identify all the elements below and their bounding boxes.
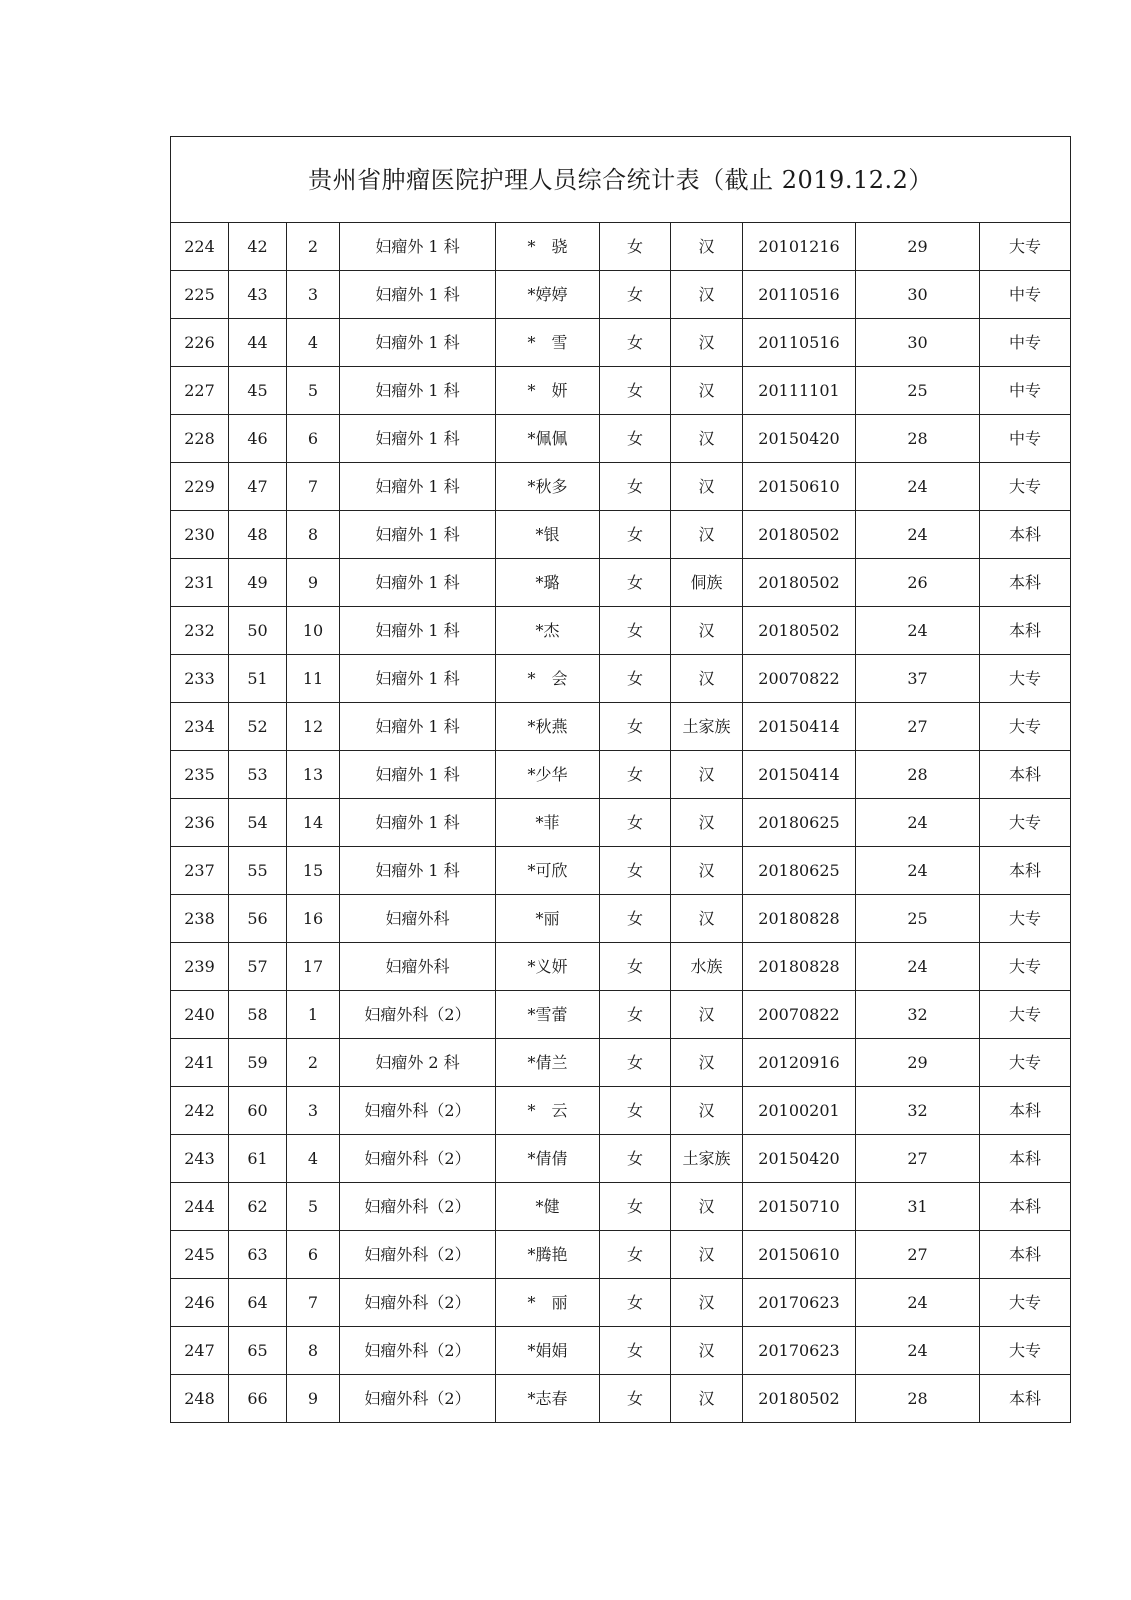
cell-sex: 女 [600,1375,671,1423]
cell-sex: 女 [600,991,671,1039]
cell-name: *璐 [496,559,600,607]
cell-department: 妇瘤外科（2） [340,1327,496,1375]
cell-education: 中专 [980,271,1071,319]
cell-dept-seq: 60 [229,1087,287,1135]
cell-department: 妇瘤外科（2） [340,1375,496,1423]
cell-department: 妇瘤外科 [340,943,496,991]
table-row [171,1327,1071,1375]
cell-dept-seq: 61 [229,1135,287,1183]
cell-ethnicity: 汉 [671,415,743,463]
cell-age: 31 [856,1183,980,1231]
cell-age: 30 [856,271,980,319]
cell-dept-seq: 54 [229,799,287,847]
cell-age: 25 [856,367,980,415]
cell-sub-seq: 11 [287,655,340,703]
cell-sex: 女 [600,703,671,751]
cell-name: *少华 [496,751,600,799]
cell-age: 28 [856,751,980,799]
cell-dept-seq: 46 [229,415,287,463]
table-body [171,223,1071,1423]
cell-sex: 女 [600,1327,671,1375]
table-row [171,1375,1071,1423]
cell-sub-seq: 6 [287,1231,340,1279]
cell-education: 本科 [980,1135,1071,1183]
cell-age: 26 [856,559,980,607]
cell-department: 妇瘤外 2 科 [340,1039,496,1087]
cell-department: 妇瘤外科（2） [340,1087,496,1135]
table-row [171,751,1071,799]
cell-serial-no: 226 [171,319,229,367]
cell-name: *娟娟 [496,1327,600,1375]
cell-sex: 女 [600,607,671,655]
table-row [171,1279,1071,1327]
cell-start-date: 20150414 [743,703,856,751]
cell-department: 妇瘤外 1 科 [340,223,496,271]
cell-sub-seq: 4 [287,319,340,367]
cell-name: *志春 [496,1375,600,1423]
cell-sex: 女 [600,511,671,559]
cell-department: 妇瘤外 1 科 [340,751,496,799]
cell-education: 中专 [980,415,1071,463]
cell-age: 24 [856,847,980,895]
cell-education: 大专 [980,991,1071,1039]
cell-education: 本科 [980,1231,1071,1279]
cell-age: 32 [856,1087,980,1135]
cell-dept-seq: 55 [229,847,287,895]
cell-ethnicity: 侗族 [671,559,743,607]
cell-education: 本科 [980,1183,1071,1231]
cell-sub-seq: 5 [287,1183,340,1231]
table-row [171,1231,1071,1279]
cell-sub-seq: 1 [287,991,340,1039]
cell-serial-no: 234 [171,703,229,751]
cell-ethnicity: 汉 [671,1231,743,1279]
cell-name: *菲 [496,799,600,847]
cell-name: * 雪 [496,319,600,367]
cell-start-date: 20070822 [743,655,856,703]
cell-sub-seq: 15 [287,847,340,895]
cell-serial-no: 225 [171,271,229,319]
cell-start-date: 20150610 [743,463,856,511]
cell-start-date: 20150610 [743,1231,856,1279]
cell-name: * 云 [496,1087,600,1135]
cell-start-date: 20150710 [743,1183,856,1231]
cell-sub-seq: 16 [287,895,340,943]
cell-serial-no: 243 [171,1135,229,1183]
cell-dept-seq: 49 [229,559,287,607]
table-row [171,271,1071,319]
cell-start-date: 20170623 [743,1327,856,1375]
cell-serial-no: 231 [171,559,229,607]
cell-name: *义妍 [496,943,600,991]
cell-sub-seq: 12 [287,703,340,751]
cell-sub-seq: 7 [287,463,340,511]
table-row [171,319,1071,367]
cell-education: 大专 [980,799,1071,847]
cell-department: 妇瘤外 1 科 [340,271,496,319]
cell-age: 27 [856,1231,980,1279]
table-row [171,511,1071,559]
cell-department: 妇瘤外 1 科 [340,319,496,367]
cell-sex: 女 [600,319,671,367]
cell-education: 大专 [980,1327,1071,1375]
cell-sex: 女 [600,751,671,799]
cell-sex: 女 [600,271,671,319]
cell-sex: 女 [600,1183,671,1231]
cell-education: 大专 [980,463,1071,511]
cell-name: *杰 [496,607,600,655]
cell-start-date: 20180828 [743,943,856,991]
cell-serial-no: 248 [171,1375,229,1423]
cell-education: 本科 [980,607,1071,655]
cell-education: 大专 [980,895,1071,943]
cell-ethnicity: 汉 [671,751,743,799]
cell-start-date: 20150414 [743,751,856,799]
cell-age: 24 [856,511,980,559]
cell-sub-seq: 13 [287,751,340,799]
cell-department: 妇瘤外科（2） [340,1279,496,1327]
cell-start-date: 20180502 [743,607,856,655]
table-row [171,367,1071,415]
cell-start-date: 20180828 [743,895,856,943]
cell-ethnicity: 汉 [671,655,743,703]
cell-sex: 女 [600,943,671,991]
cell-start-date: 20100201 [743,1087,856,1135]
table-row [171,607,1071,655]
cell-dept-seq: 47 [229,463,287,511]
cell-dept-seq: 52 [229,703,287,751]
title-row [171,137,1071,223]
cell-ethnicity: 汉 [671,319,743,367]
cell-name: *秋多 [496,463,600,511]
cell-sex: 女 [600,847,671,895]
cell-sex: 女 [600,1039,671,1087]
cell-dept-seq: 64 [229,1279,287,1327]
cell-department: 妇瘤外 1 科 [340,463,496,511]
table-row [171,1087,1071,1135]
cell-sex: 女 [600,1279,671,1327]
cell-education: 大专 [980,943,1071,991]
cell-department: 妇瘤外科（2） [340,1183,496,1231]
table-row [171,703,1071,751]
cell-serial-no: 239 [171,943,229,991]
cell-age: 32 [856,991,980,1039]
cell-education: 本科 [980,847,1071,895]
cell-start-date: 20180502 [743,559,856,607]
table-row [171,847,1071,895]
cell-ethnicity: 汉 [671,511,743,559]
cell-education: 大专 [980,655,1071,703]
cell-ethnicity: 土家族 [671,1135,743,1183]
cell-start-date: 20170623 [743,1279,856,1327]
cell-ethnicity: 汉 [671,1375,743,1423]
cell-department: 妇瘤外 1 科 [340,655,496,703]
cell-age: 37 [856,655,980,703]
table-row [171,943,1071,991]
cell-serial-no: 238 [171,895,229,943]
cell-serial-no: 235 [171,751,229,799]
cell-sub-seq: 14 [287,799,340,847]
cell-sub-seq: 4 [287,1135,340,1183]
cell-start-date: 20150420 [743,1135,856,1183]
cell-age: 25 [856,895,980,943]
cell-name: *秋燕 [496,703,600,751]
cell-education: 中专 [980,367,1071,415]
cell-ethnicity: 汉 [671,991,743,1039]
cell-serial-no: 230 [171,511,229,559]
cell-start-date: 20111101 [743,367,856,415]
cell-education: 本科 [980,1087,1071,1135]
cell-serial-no: 237 [171,847,229,895]
cell-serial-no: 227 [171,367,229,415]
cell-age: 30 [856,319,980,367]
cell-department: 妇瘤外 1 科 [340,703,496,751]
cell-education: 大专 [980,703,1071,751]
cell-department: 妇瘤外 1 科 [340,559,496,607]
cell-serial-no: 224 [171,223,229,271]
cell-ethnicity: 汉 [671,799,743,847]
table-row [171,1183,1071,1231]
cell-name: *婷婷 [496,271,600,319]
cell-department: 妇瘤外 1 科 [340,607,496,655]
cell-age: 29 [856,223,980,271]
cell-sex: 女 [600,1135,671,1183]
cell-department: 妇瘤外科（2） [340,991,496,1039]
cell-education: 本科 [980,559,1071,607]
cell-serial-no: 232 [171,607,229,655]
cell-age: 27 [856,703,980,751]
cell-serial-no: 236 [171,799,229,847]
table-row [171,799,1071,847]
cell-sub-seq: 3 [287,1087,340,1135]
cell-ethnicity: 汉 [671,1087,743,1135]
cell-ethnicity: 汉 [671,1039,743,1087]
cell-education: 本科 [980,511,1071,559]
cell-dept-seq: 53 [229,751,287,799]
cell-sex: 女 [600,223,671,271]
table-row [171,415,1071,463]
cell-ethnicity: 汉 [671,607,743,655]
cell-name: * 会 [496,655,600,703]
cell-ethnicity: 汉 [671,367,743,415]
cell-name: *雪蕾 [496,991,600,1039]
cell-ethnicity: 汉 [671,1183,743,1231]
cell-sub-seq: 6 [287,415,340,463]
cell-dept-seq: 51 [229,655,287,703]
cell-name: *倩倩 [496,1135,600,1183]
cell-department: 妇瘤外科（2） [340,1135,496,1183]
cell-sub-seq: 9 [287,559,340,607]
cell-start-date: 20180502 [743,1375,856,1423]
cell-education: 大专 [980,1039,1071,1087]
cell-dept-seq: 63 [229,1231,287,1279]
table-row [171,223,1071,271]
cell-age: 24 [856,1327,980,1375]
cell-education: 本科 [980,1375,1071,1423]
cell-dept-seq: 66 [229,1375,287,1423]
cell-sub-seq: 5 [287,367,340,415]
cell-serial-no: 242 [171,1087,229,1135]
cell-serial-no: 244 [171,1183,229,1231]
cell-start-date: 20150420 [743,415,856,463]
cell-sub-seq: 2 [287,1039,340,1087]
cell-serial-no: 241 [171,1039,229,1087]
cell-age: 24 [856,799,980,847]
cell-serial-no: 240 [171,991,229,1039]
cell-sex: 女 [600,895,671,943]
cell-department: 妇瘤外 1 科 [340,799,496,847]
cell-start-date: 20110516 [743,319,856,367]
cell-serial-no: 228 [171,415,229,463]
cell-department: 妇瘤外 1 科 [340,847,496,895]
cell-sex: 女 [600,463,671,511]
cell-sex: 女 [600,559,671,607]
cell-department: 妇瘤外科 [340,895,496,943]
cell-name: *佩佩 [496,415,600,463]
cell-serial-no: 247 [171,1327,229,1375]
cell-name: * 丽 [496,1279,600,1327]
cell-start-date: 20070822 [743,991,856,1039]
cell-sub-seq: 3 [287,271,340,319]
cell-sex: 女 [600,1087,671,1135]
table-row [171,655,1071,703]
cell-name: *银 [496,511,600,559]
cell-dept-seq: 42 [229,223,287,271]
cell-ethnicity: 汉 [671,1327,743,1375]
table-row [171,463,1071,511]
table-row [171,895,1071,943]
cell-dept-seq: 43 [229,271,287,319]
cell-sex: 女 [600,1231,671,1279]
cell-dept-seq: 48 [229,511,287,559]
cell-sex: 女 [600,799,671,847]
nursing-staff-table [170,136,1071,1423]
cell-name: * 骁 [496,223,600,271]
cell-sub-seq: 8 [287,511,340,559]
cell-age: 29 [856,1039,980,1087]
cell-start-date: 20180625 [743,799,856,847]
cell-sub-seq: 8 [287,1327,340,1375]
cell-ethnicity: 汉 [671,223,743,271]
cell-dept-seq: 50 [229,607,287,655]
cell-dept-seq: 59 [229,1039,287,1087]
cell-ethnicity: 汉 [671,847,743,895]
cell-education: 本科 [980,751,1071,799]
cell-name: *健 [496,1183,600,1231]
cell-ethnicity: 汉 [671,1279,743,1327]
cell-dept-seq: 62 [229,1183,287,1231]
cell-start-date: 20120916 [743,1039,856,1087]
cell-sub-seq: 10 [287,607,340,655]
cell-dept-seq: 56 [229,895,287,943]
cell-sub-seq: 9 [287,1375,340,1423]
cell-education: 大专 [980,1279,1071,1327]
cell-age: 24 [856,943,980,991]
cell-ethnicity: 汉 [671,271,743,319]
cell-age: 28 [856,1375,980,1423]
cell-ethnicity: 汉 [671,895,743,943]
cell-ethnicity: 汉 [671,463,743,511]
cell-name: *丽 [496,895,600,943]
cell-serial-no: 246 [171,1279,229,1327]
cell-sex: 女 [600,367,671,415]
cell-serial-no: 233 [171,655,229,703]
cell-sub-seq: 7 [287,1279,340,1327]
cell-start-date: 20110516 [743,271,856,319]
cell-age: 27 [856,1135,980,1183]
cell-age: 24 [856,607,980,655]
table-row [171,991,1071,1039]
cell-dept-seq: 44 [229,319,287,367]
table-title: 贵州省肿瘤医院护理人员综合统计表（截止 2019.12.2） [171,137,1071,223]
cell-start-date: 20180625 [743,847,856,895]
cell-ethnicity: 水族 [671,943,743,991]
cell-age: 24 [856,463,980,511]
table-row [171,559,1071,607]
cell-department: 妇瘤外 1 科 [340,511,496,559]
cell-dept-seq: 65 [229,1327,287,1375]
cell-dept-seq: 57 [229,943,287,991]
cell-department: 妇瘤外 1 科 [340,367,496,415]
cell-sex: 女 [600,655,671,703]
cell-serial-no: 229 [171,463,229,511]
cell-serial-no: 245 [171,1231,229,1279]
table-row [171,1135,1071,1183]
cell-dept-seq: 45 [229,367,287,415]
cell-education: 中专 [980,319,1071,367]
cell-start-date: 20101216 [743,223,856,271]
cell-dept-seq: 58 [229,991,287,1039]
cell-department: 妇瘤外 1 科 [340,415,496,463]
cell-ethnicity: 土家族 [671,703,743,751]
cell-sex: 女 [600,415,671,463]
cell-age: 28 [856,415,980,463]
cell-age: 24 [856,1279,980,1327]
cell-name: *腾艳 [496,1231,600,1279]
cell-name: *可欣 [496,847,600,895]
cell-name: *倩兰 [496,1039,600,1087]
cell-sub-seq: 17 [287,943,340,991]
cell-education: 大专 [980,223,1071,271]
cell-start-date: 20180502 [743,511,856,559]
cell-name: * 妍 [496,367,600,415]
cell-sub-seq: 2 [287,223,340,271]
cell-department: 妇瘤外科（2） [340,1231,496,1279]
table-row [171,1039,1071,1087]
